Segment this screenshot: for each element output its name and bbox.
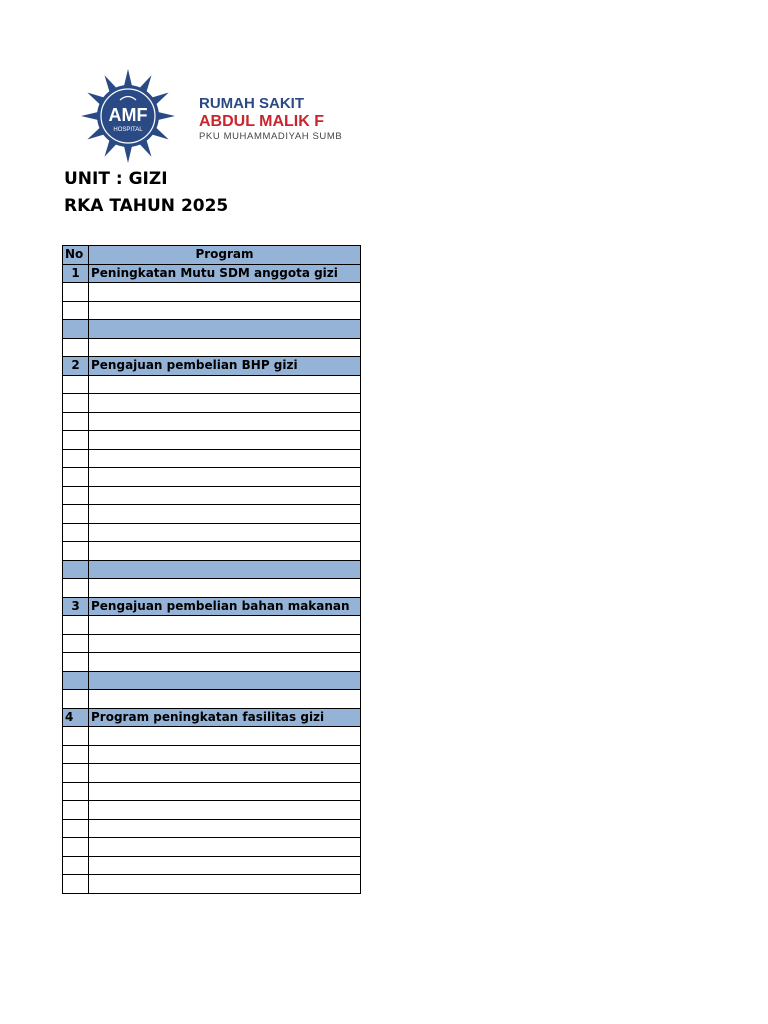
table-row	[63, 357, 361, 376]
table-row	[63, 505, 361, 524]
table-row	[63, 819, 361, 838]
row-no-cell	[63, 764, 89, 783]
row-program-cell	[89, 653, 361, 672]
row-program-cell	[89, 301, 361, 320]
row-no-cell	[63, 542, 89, 561]
row-program-cell	[89, 856, 361, 875]
hospital-logo	[62, 68, 362, 168]
table-row	[63, 468, 361, 487]
row-program-cell	[89, 745, 361, 764]
row-program-cell	[89, 431, 361, 450]
row-program-cell	[89, 449, 361, 468]
row-no-cell	[63, 782, 89, 801]
row-no-cell	[63, 449, 89, 468]
row-program-cell	[89, 764, 361, 783]
row-no-cell	[63, 301, 89, 320]
table-row	[63, 542, 361, 561]
logo-line-2: ABDUL MALIK F	[199, 113, 325, 130]
row-no-cell	[63, 431, 89, 450]
row-program-cell	[89, 505, 361, 524]
row-no-cell: 1	[63, 264, 89, 283]
table-row	[63, 320, 361, 339]
row-no-cell	[63, 560, 89, 579]
row-no-cell	[63, 394, 89, 413]
row-program-cell	[89, 875, 361, 894]
row-program-cell: Pengajuan pembelian bahan makanan	[89, 597, 361, 616]
row-no-cell	[63, 690, 89, 709]
table-row	[63, 486, 361, 505]
row-program-cell	[89, 634, 361, 653]
row-program-cell	[89, 727, 361, 746]
row-program-cell	[89, 690, 361, 709]
table-row	[63, 616, 361, 635]
row-no-cell: 2	[63, 357, 89, 376]
table-row	[63, 856, 361, 875]
table-row	[63, 875, 361, 894]
row-no-cell	[63, 745, 89, 764]
table-row	[63, 653, 361, 672]
table-row	[63, 745, 361, 764]
table-row	[63, 671, 361, 690]
row-program-cell	[89, 542, 361, 561]
unit-title: UNIT : GIZI	[64, 169, 168, 189]
table-row	[63, 523, 361, 542]
row-no-cell	[63, 671, 89, 690]
table-row	[63, 764, 361, 783]
row-no-cell	[63, 338, 89, 357]
row-no-cell	[63, 838, 89, 857]
table-row	[63, 838, 361, 857]
row-program-cell	[89, 523, 361, 542]
row-program-cell	[89, 616, 361, 635]
table-row	[63, 375, 361, 394]
table-row	[63, 283, 361, 302]
header-no: No	[63, 246, 89, 265]
table-row	[63, 560, 361, 579]
row-no-cell	[63, 468, 89, 487]
logo-line-1: RUMAH SAKIT	[199, 95, 304, 112]
table-row	[63, 301, 361, 320]
program-table	[62, 245, 361, 894]
row-no-cell	[63, 579, 89, 598]
row-program-cell	[89, 819, 361, 838]
row-program-cell	[89, 412, 361, 431]
row-no-cell	[63, 653, 89, 672]
table-row	[63, 449, 361, 468]
table-row	[63, 431, 361, 450]
row-no-cell	[63, 819, 89, 838]
table-row	[63, 597, 361, 616]
row-program-cell	[89, 801, 361, 820]
row-no-cell	[63, 875, 89, 894]
table-header-row	[63, 246, 361, 265]
table-row	[63, 690, 361, 709]
row-program-cell	[89, 375, 361, 394]
row-program-cell	[89, 468, 361, 487]
row-no-cell: 3	[63, 597, 89, 616]
row-program-cell	[89, 838, 361, 857]
table-row	[63, 579, 361, 598]
row-program-cell	[89, 671, 361, 690]
row-program-cell	[89, 338, 361, 357]
table-row	[63, 727, 361, 746]
row-program-cell: Program peningkatan fasilitas gizi	[89, 708, 361, 727]
row-program-cell	[89, 560, 361, 579]
rka-year-title: RKA TAHUN 2025	[64, 196, 229, 216]
hospital-logo-icon	[62, 68, 362, 168]
table-row	[63, 708, 361, 727]
row-no-cell	[63, 634, 89, 653]
row-program-cell: Peningkatan Mutu SDM anggota gizi	[89, 264, 361, 283]
table-row	[63, 782, 361, 801]
table-row	[63, 801, 361, 820]
row-no-cell	[63, 486, 89, 505]
table-row	[63, 264, 361, 283]
row-program-cell	[89, 394, 361, 413]
table-row	[63, 412, 361, 431]
row-no-cell	[63, 505, 89, 524]
row-no-cell	[63, 727, 89, 746]
table-row	[63, 338, 361, 357]
row-no-cell	[63, 801, 89, 820]
row-no-cell	[63, 523, 89, 542]
table-row	[63, 634, 361, 653]
row-no-cell	[63, 375, 89, 394]
row-program-cell	[89, 782, 361, 801]
logo-badge-text: AMF	[108, 105, 148, 125]
row-no-cell: 4	[63, 708, 89, 727]
row-program-cell	[89, 320, 361, 339]
row-no-cell	[63, 616, 89, 635]
row-no-cell	[63, 320, 89, 339]
row-program-cell: Pengajuan pembelian BHP gizi	[89, 357, 361, 376]
row-no-cell	[63, 856, 89, 875]
table-row	[63, 394, 361, 413]
logo-line-3: PKU MUHAMMADIYAH SUMB	[199, 131, 343, 142]
row-no-cell	[63, 283, 89, 302]
row-program-cell	[89, 579, 361, 598]
row-program-cell	[89, 486, 361, 505]
row-program-cell	[89, 283, 361, 302]
row-no-cell	[63, 412, 89, 431]
header-program: Program	[89, 246, 361, 265]
logo-badge-subtext: HOSPITAL	[113, 127, 143, 133]
table-body	[63, 264, 361, 893]
